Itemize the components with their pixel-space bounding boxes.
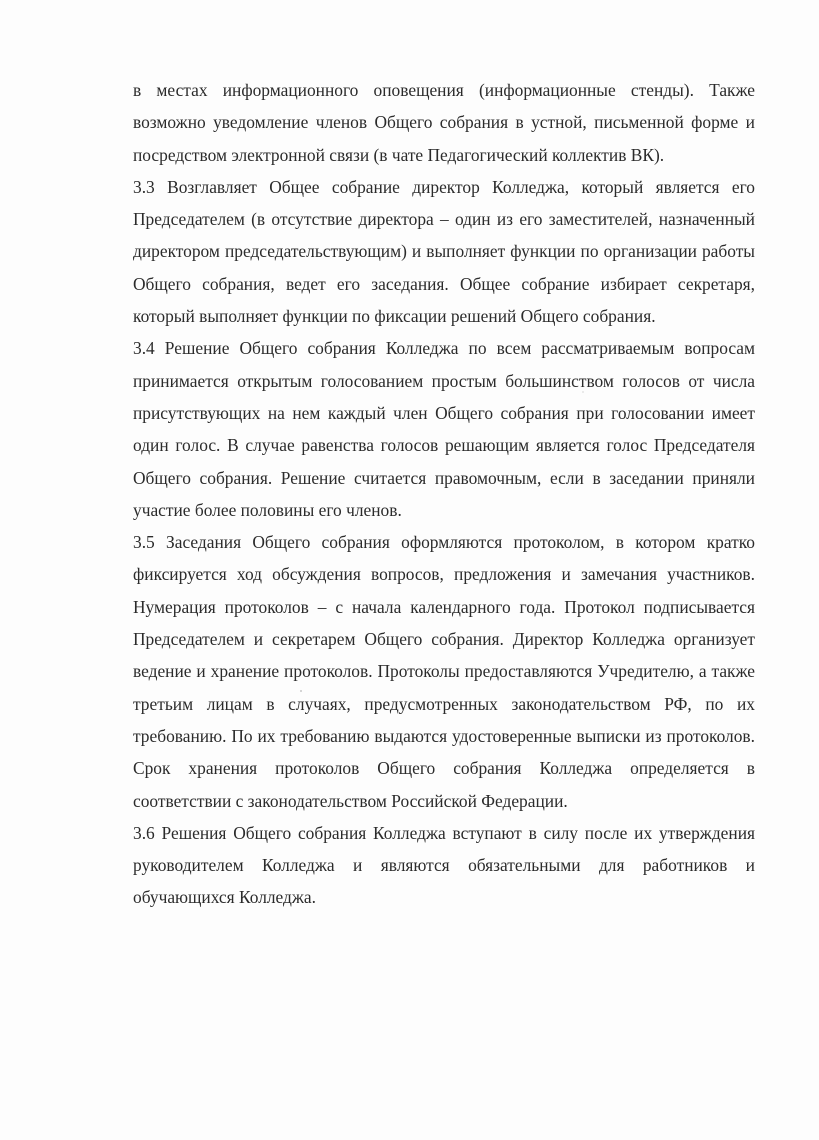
paragraph-notification: в местах информационного оповещения (информационные стенды). Также возможно уведомление членов Общего собрания в устной, письменной форме и посредством электронной связи (в чате Педагогический коллектив ВК). xyxy=(133,80,755,165)
scan-speck xyxy=(582,391,584,393)
paragraph-3-6: 3.6 Решения Общего собрания Колледжа вступают в силу после их утверждения руководителем Колледжа и являются обязательными для работников и обучающихся Колледжа. xyxy=(133,822,755,908)
scan-speck xyxy=(300,690,302,692)
paragraph-3-4: 3.4 Решение Общего собрания Колледжа по всем рассматриваемым вопросам принимается открытым голосованием простым большинством голосов от числа присутствующих на нем каждый член Общего собрания при голосовании имеет один голос. В случае равенства голосов решающим является голос Председателя Общего собрания. Решение считается правомочным, если в заседании приняли участие более половины его членов. xyxy=(133,338,755,520)
paragraph-3-5: 3.5 Заседания Общего собрания оформляются протоколом, в котором кратко фиксируется ход обсуждения вопросов, предложения и замечания участников. Нумерация протоколов – с начала календарного года. Протокол подписывается Председателем и секретарем Общего собрания. Директор Колледжа организует ведение и хранение протоколов. Протоколы предоставляются Учредителю, а также третьим лицам в случаях, предусмотренных законодательством РФ, по их требованию. По их требованию выдаются удостоверенные выписки из протоколов. Срок хранения протоколов Общего собрания Колледжа определяется в соответствии с законодательством Российской Федерации. xyxy=(133,532,755,811)
document-body xyxy=(133,74,755,914)
paragraph-3-3: 3.3 Возглавляет Общее собрание директор Колледжа, который является его Председателем (в отсутствие директора – один из его заместителей, назначенный директором председательствующим) и выполняет функции по организации работы Общего собрания, ведет его заседания. Общее собрание избирает секретаря, который выполняет функции по фиксации решений Общего собрания. xyxy=(133,176,755,327)
